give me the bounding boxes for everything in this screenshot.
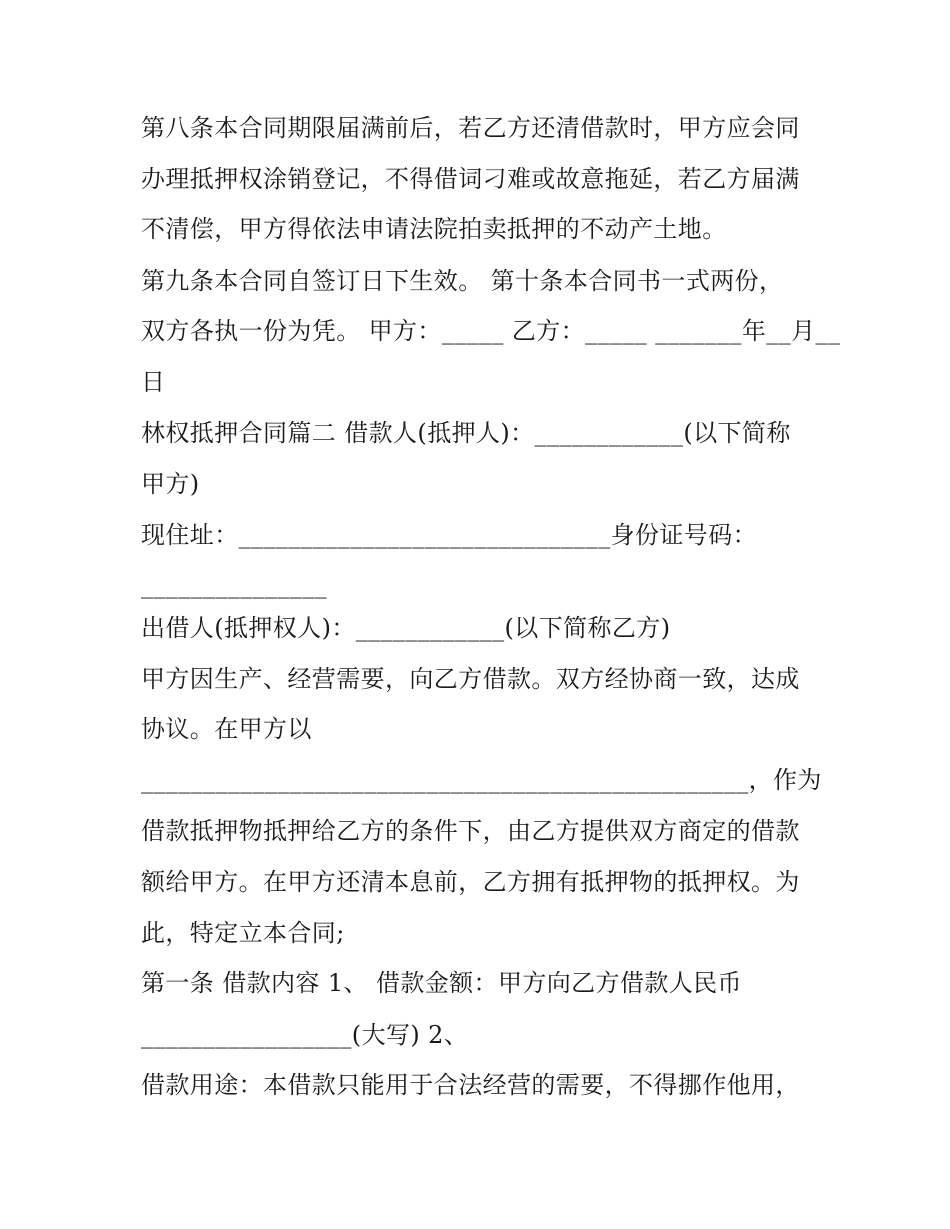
text-line: 甲方): [141, 470, 200, 498]
text-line: 不清偿，甲方得依法申请法院拍卖抵押的不动产土地。: [141, 215, 727, 243]
text-line: 第一条 借款内容 1、 借款金额：甲方向乙方借款人民币: [141, 969, 742, 997]
text-line: 第九条本合同自签订日下生效。 第十条本合同书一式两份，: [141, 267, 784, 295]
text-line: _________________________________________________，作为: [141, 766, 822, 794]
text-line: 出借人(抵押权人)：____________(以下简称乙方): [141, 614, 671, 642]
text-line: 协议。在甲方以: [141, 715, 312, 743]
text-line: 借款抵押物抵押给乙方的条件下，由乙方提供双方商定的借款: [141, 817, 800, 845]
text-line: 此，特定立本合同;: [141, 919, 345, 947]
text-line: 现住址：______________________________身份证号码：: [141, 521, 757, 549]
text-line: 办理抵押权涂销登记，不得借词刁难或故意拖延，若乙方届满: [141, 165, 800, 193]
text-line: _________________(大写) 2、: [141, 1021, 469, 1049]
text-line: 借款用途：本借款只能用于合法经营的需要，不得挪作他用，: [141, 1071, 800, 1099]
text-line: 林权抵押合同篇二 借款人(抵押人)：____________(以下简称: [141, 419, 791, 447]
text-line: 日: [141, 368, 166, 396]
text-line: 额给甲方。在甲方还清本息前，乙方拥有抵押物的抵押权。为: [141, 868, 800, 896]
text-line: _______________: [141, 571, 327, 599]
text-line: 甲方因生产、经营需要，向乙方借款。双方经协商一致，达成: [141, 665, 800, 693]
text-line: 双方各执一份为凭。 甲方：_____ 乙方：_____ _______年__月__: [141, 317, 841, 345]
text-line: 第八条本合同期限届满前后，若乙方还清借款时，甲方应会同: [141, 114, 800, 142]
